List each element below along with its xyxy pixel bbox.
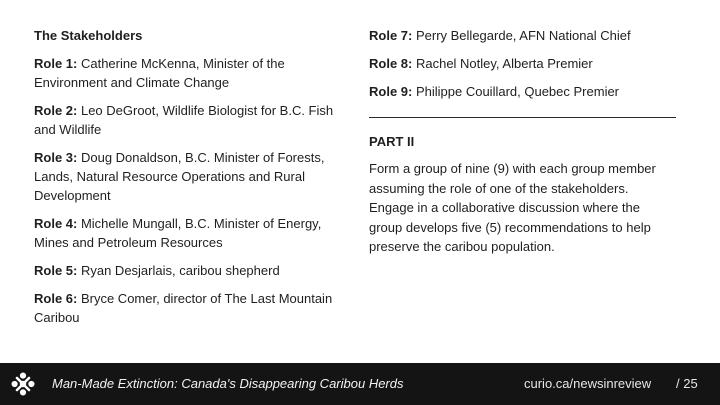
role-item [34,261,346,280]
role-item [34,289,346,327]
role-label: Role 2: [34,103,78,118]
section-divider [369,117,676,118]
role-label: Role 9: [369,84,413,99]
role-item [34,101,346,139]
role-text: Catherine McKenna, Minister of the Environment and Climate Change [34,56,285,90]
role-label: Role 4: [34,216,78,231]
footer-url[interactable]: curio.ca/newsinreview [524,376,652,391]
role-text: Ryan Desjarlais, caribou shepherd [80,263,280,278]
part-instructions: Form a group of nine (9) with each group member assuming the role of one of the stakeholders. Engage in a collaborative discussion where the group develops five (5) recommendations to help preserve the caribou population. [369,161,656,254]
role-item [369,54,681,73]
role-text: Rachel Notley, Alberta Premier [415,56,593,71]
role-text: Leo DeGroot, Wildlife Biologist for B.C. Fish and Wildlife [34,103,334,137]
stakeholders-column-right [369,26,681,257]
role-item [34,214,346,252]
role-text: Bryce Comer, director of The Last Mountain Caribou [34,291,333,325]
role-label: Role 6: [34,291,78,306]
footer-bar [0,363,720,405]
role-item [34,148,346,205]
role-label: Role 1: [34,56,78,71]
role-item [369,82,681,101]
role-text: Perry Bellegarde, AFN National Chief [415,28,631,43]
role-text: Philippe Couillard, Quebec Premier [415,84,620,99]
role-label: Role 7: [369,28,413,43]
role-label: Role 3: [34,150,78,165]
stakeholders-column-left [34,26,346,336]
part-title: PART II [369,134,415,149]
role-item [34,54,346,92]
role-text: Michelle Mungall, B.C. Minister of Energy, Mines and Petroleum Resources [34,216,322,250]
role-label: Role 5: [34,263,78,278]
footer-title: Man-Made Extinction: Canada's Disappearing Caribou Herds [52,376,404,391]
stakeholders-heading: The Stakeholders [34,28,143,43]
role-label: Role 8: [369,56,413,71]
role-text: Doug Donaldson, B.C. Minister of Forests, Lands, Natural Resource Operations and Rural Development [34,150,325,203]
page-number: / 25 [676,376,698,391]
role-item [369,26,681,45]
cbc-gem-icon [11,372,35,396]
